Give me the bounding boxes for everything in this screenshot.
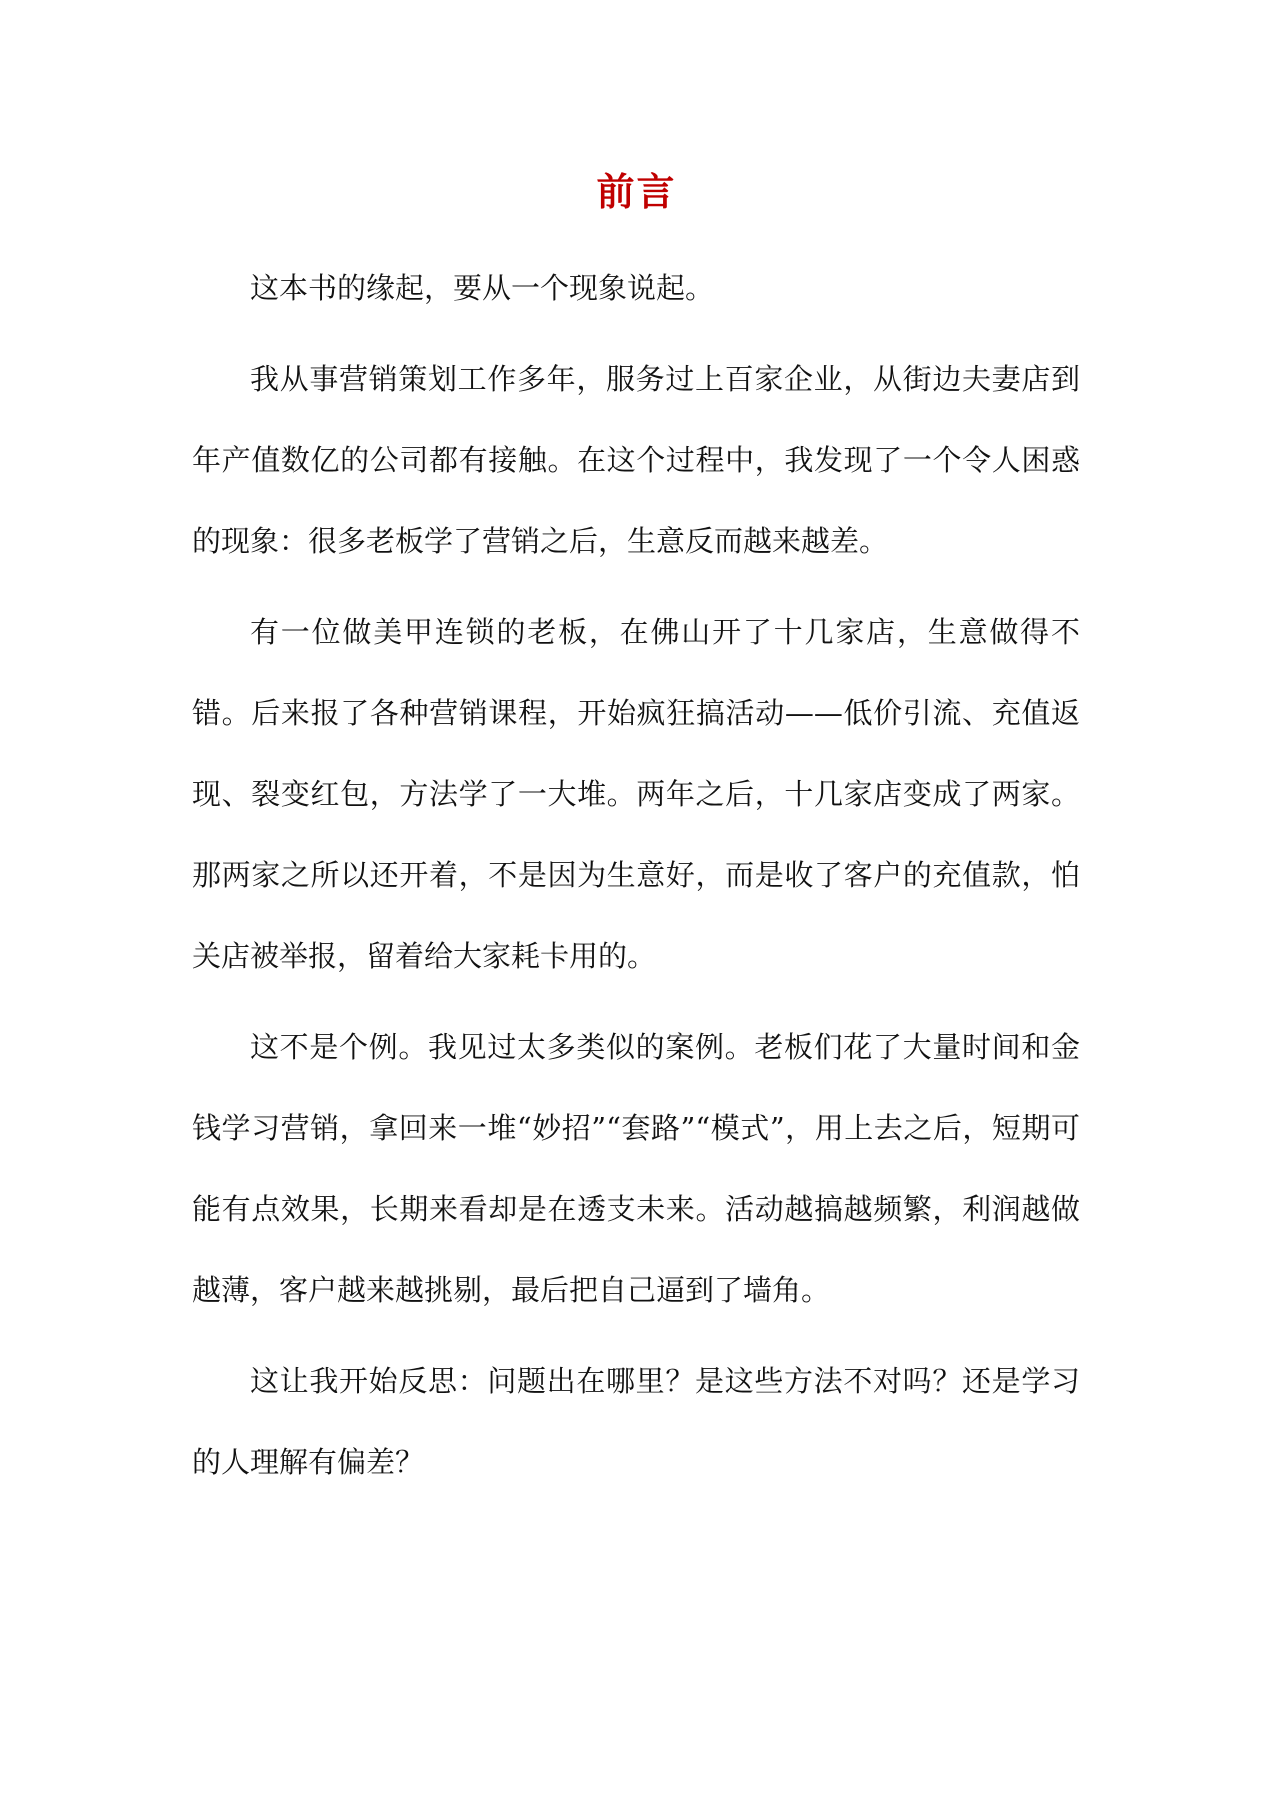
paragraph: 这不是个例。我见过太多类似的案例。老板们花了大量时间和金钱学习营销，拿回来一堆“妙招”“套路”“模式”，用上去之后，短期可能有点效果，长期来看却是在透支未来。活动越搞越频繁，利润越做越薄，客户越来越挑剔，最后把自己逼到了墙角。 [192, 1030, 1080, 1307]
page-title: 前言 [596, 169, 677, 214]
body-text [192, 248, 1080, 1503]
paragraph: 有一位做美甲连锁的老板，在佛山开了十几家店，生意做得不错。后来报了各种营销课程，开始疯狂搞活动——低价引流、充值返现、裂变红包，方法学了一大堆。两年之后，十几家店变成了两家。那两家之所以还开着，不是因为生意好，而是收了客户的充值款，怕关店被举报，留着给大家耗卡用的。 [192, 615, 1080, 973]
paragraph: 这本书的缘起，要从一个现象说起。 [250, 271, 715, 305]
paragraph: 我从事营销策划工作多年，服务过上百家企业，从街边夫妻店到年产值数亿的公司都有接触。在这个过程中，我发现了一个令人困惑的现象：很多老板学了营销之后，生意反而越来越差。 [192, 362, 1080, 558]
paragraph: 这让我开始反思：问题出在哪里？是这些方法不对吗？还是学习的人理解有偏差？ [192, 1364, 1080, 1479]
